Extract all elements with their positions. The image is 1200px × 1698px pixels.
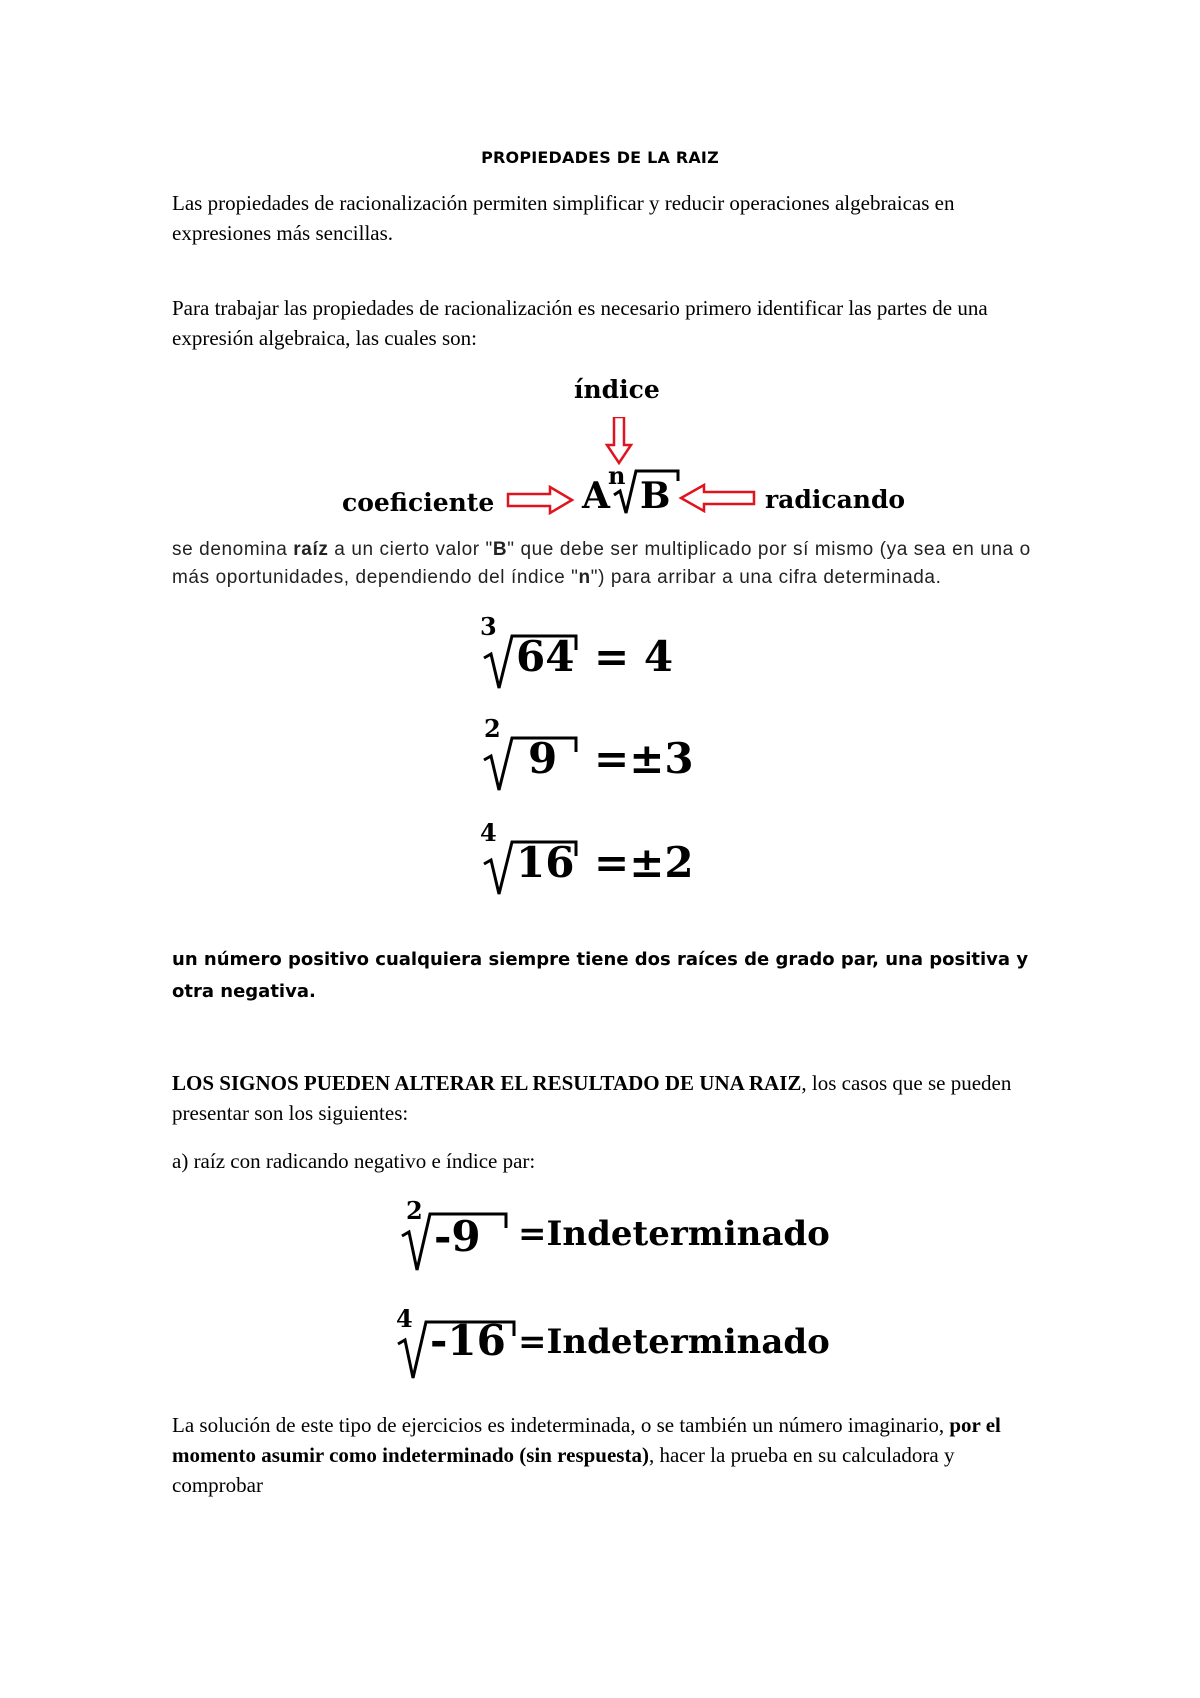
parts-paragraph: Para trabajar las propiedades de racionalización es necesario primero identificar las partes de una expresión algebraica, las cuales son: <box>172 296 988 350</box>
root-radicand: -9 <box>434 1212 481 1261</box>
root-example <box>480 612 740 692</box>
page-title: PROPIEDADES DE LA RAIZ <box>481 148 719 167</box>
root-result: =±2 <box>594 838 694 887</box>
root-radicand: 64 <box>516 632 575 681</box>
root-example <box>480 818 740 898</box>
coefficient-symbol: A <box>582 475 610 517</box>
radicand-label: radicando <box>765 485 906 514</box>
root-radicand: -16 <box>430 1316 506 1365</box>
index-label: índice <box>574 375 660 404</box>
intro-paragraph: Las propiedades de racionalización permiten simplificar y reducir operaciones algebraicas en expresiones más sencillas. <box>172 191 955 245</box>
coefficient-arrow-icon <box>506 485 576 515</box>
index-symbol: n <box>608 461 626 490</box>
root-index: 4 <box>396 1304 413 1333</box>
root-result: =Indeterminado <box>518 1214 830 1254</box>
root-radicand: 16 <box>516 838 575 887</box>
root-result: =Indeterminado <box>518 1322 830 1362</box>
case-a-label: a) raíz con radicando negativo e índice par: <box>172 1149 536 1173</box>
radicand-arrow-icon <box>678 483 758 513</box>
root-example <box>394 1304 830 1384</box>
root-examples <box>480 612 740 902</box>
root-example <box>394 1196 830 1276</box>
root-radicand: 9 <box>528 734 558 783</box>
root-index: 2 <box>406 1196 423 1225</box>
negative-root-examples <box>394 1196 830 1386</box>
root-example <box>480 714 740 794</box>
signs-paragraph: LOS SIGNOS PUEDEN ALTERAR EL RESULTADO DE UNA RAIZ, los casos que se pueden presentar son los siguientes: <box>172 1071 1012 1125</box>
root-term: raíz <box>293 539 329 560</box>
conclusion-emphasis: por el momento asumir como indeterminado (sin respuesta) <box>172 1413 1001 1467</box>
even-root-note: un número positivo cualquiera siempre tiene dos raíces de grado par, una positiva y otra negativa. <box>172 949 1029 1002</box>
root-index: 3 <box>480 612 497 641</box>
signs-heading: LOS SIGNOS PUEDEN ALTERAR EL RESULTADO DE UNA RAIZ <box>172 1071 802 1095</box>
root-result: =±3 <box>594 734 694 783</box>
root-index: 4 <box>480 818 497 847</box>
root-index: 2 <box>484 714 501 743</box>
radicand-symbol: B <box>640 475 671 517</box>
root-parts-diagram <box>0 375 1200 525</box>
index-arrow-icon <box>604 417 634 467</box>
coefficient-label: coeficiente <box>342 488 495 517</box>
definition-paragraph: se denomina raíz a un cierto valor "B" que debe ser multiplicado por sí mismo (ya sea en una o más oportunidades, dependiendo del índice "n") para arribar a una cifra determinada. <box>172 539 1031 588</box>
conclusion-paragraph: La solución de este tipo de ejercicios es indeterminada, o se también un número imaginario, por el momento asumir como indeterminado (sin respuesta), hacer la prueba en su calculadora y comprobar <box>172 1413 1001 1497</box>
root-result: = 4 <box>594 632 674 681</box>
